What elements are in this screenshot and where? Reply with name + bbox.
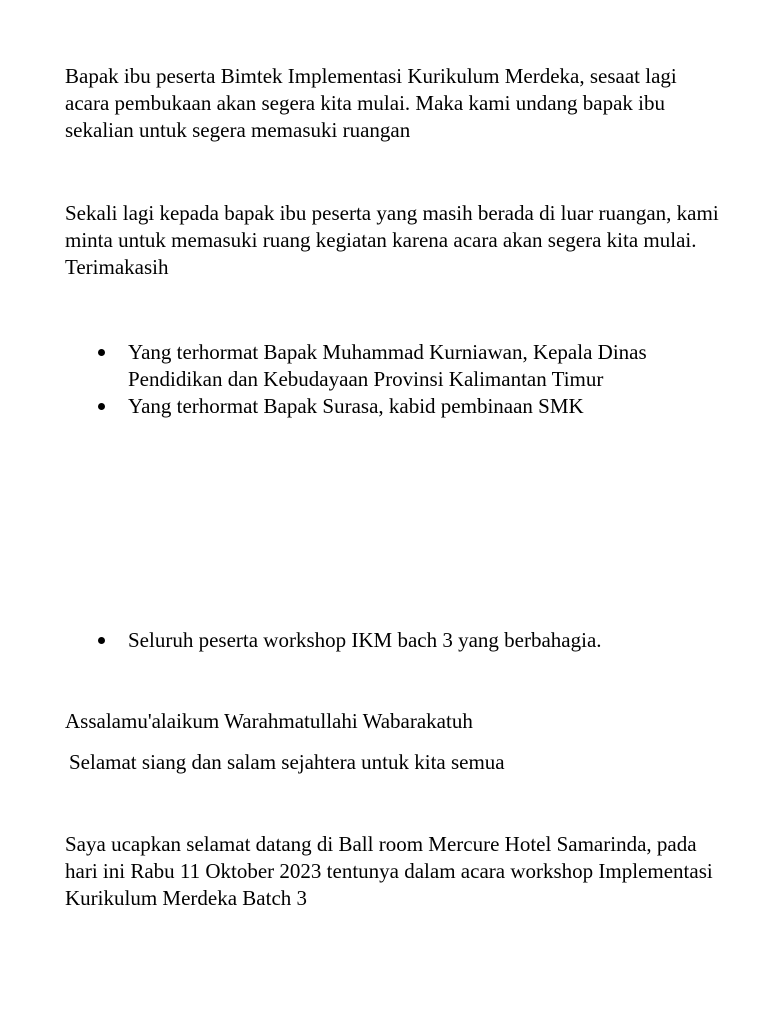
bullet-icon [98,349,105,356]
greeting-text-secondary: Selamat siang dan salam sejahtera untuk kita semua [69,750,505,774]
list-item-text: Seluruh peserta workshop IKM bach 3 yang berbahagia. [128,628,602,652]
list-item-text: Yang terhormat Bapak Surasa, kabid pembinaan SMK [128,394,584,418]
list-item [0,339,768,393]
bullet-icon [98,637,105,644]
greeting-text: Assalamu'alaikum Warahmatullahi Wabarakatuh [65,709,473,733]
bullet-icon [98,403,105,410]
salutation-list [0,339,768,420]
intro-paragraph: Bapak ibu peserta Bimtek Implementasi Kurikulum Merdeka, sesaat lagi acara pembukaan akan segera kita mulai. Maka kami undang bapak ibu sekalian untuk segera memasuki ruangan [65,64,677,142]
salutation-list-continued [0,627,768,654]
welcome-paragraph: Saya ucapkan selamat datang di Ball room Mercure Hotel Samarinda, pada hari ini Rabu 11 Oktober 2023 tentunya dalam acara workshop Implementasi Kurikulum Merdeka Batch 3 [65,832,713,910]
list-item-text: Yang terhormat Bapak Muhammad Kurniawan, Kepala Dinas Pendidikan dan Kebudayaan Provinsi Kalimantan Timur [128,340,647,391]
list-item [0,393,768,420]
reminder-paragraph: Sekali lagi kepada bapak ibu peserta yang masih berada di luar ruangan, kami minta untuk memasuki ruang kegiatan karena acara akan segera kita mulai. Terimakasih [65,201,719,279]
list-item [0,627,768,654]
